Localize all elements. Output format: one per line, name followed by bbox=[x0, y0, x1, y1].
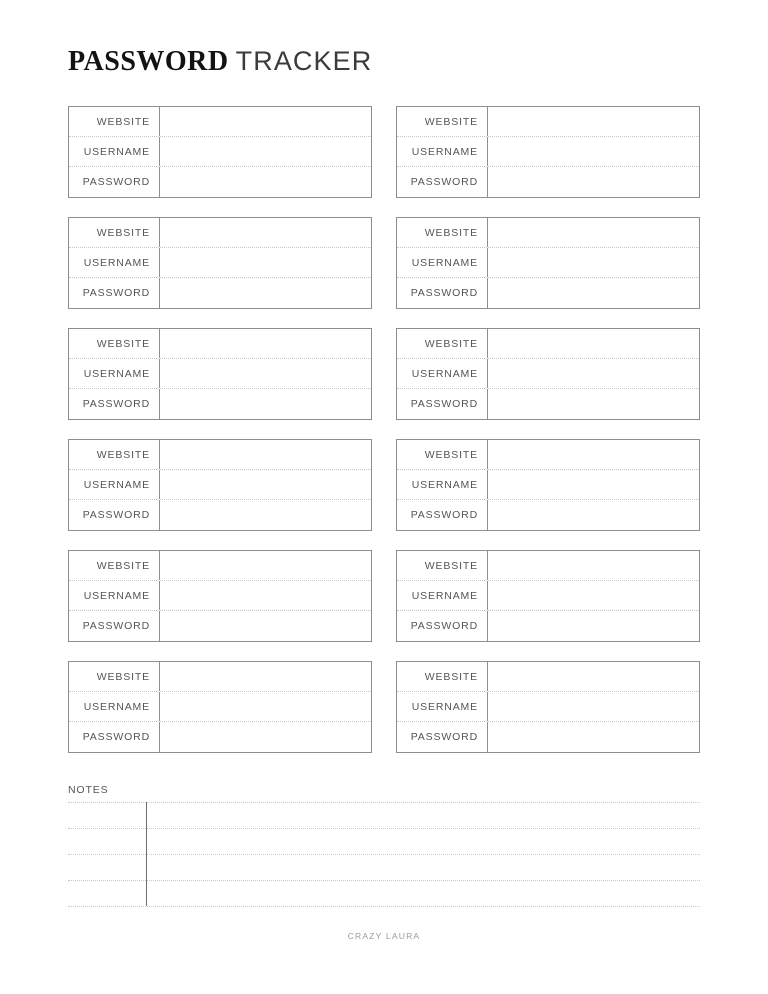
entry-website-field[interactable] bbox=[160, 662, 371, 691]
entry-password-label: PASSWORD bbox=[69, 167, 160, 197]
entry-username-row bbox=[397, 359, 699, 389]
entry-username-field[interactable] bbox=[160, 359, 371, 388]
entry-password-field[interactable] bbox=[488, 167, 699, 197]
entry-website-label: WEBSITE bbox=[69, 551, 160, 580]
entry-password-field[interactable] bbox=[488, 611, 699, 641]
entry-website-row bbox=[69, 440, 371, 470]
entry-website-label: WEBSITE bbox=[397, 329, 488, 358]
entry-username-label: USERNAME bbox=[69, 581, 160, 610]
password-entry-card bbox=[396, 217, 700, 309]
entry-password-row bbox=[69, 500, 371, 530]
password-entry-card bbox=[68, 106, 372, 198]
entry-username-field[interactable] bbox=[160, 137, 371, 166]
entry-username-row bbox=[69, 137, 371, 167]
entry-website-row bbox=[69, 107, 371, 137]
entry-website-field[interactable] bbox=[160, 329, 371, 358]
entry-username-label: USERNAME bbox=[69, 137, 160, 166]
entry-website-label: WEBSITE bbox=[69, 662, 160, 691]
entry-row bbox=[68, 106, 700, 198]
entry-row bbox=[68, 328, 700, 420]
entry-password-row bbox=[397, 722, 699, 752]
entry-password-field[interactable] bbox=[488, 500, 699, 530]
entry-password-row bbox=[397, 611, 699, 641]
entry-website-field[interactable] bbox=[488, 107, 699, 136]
entry-password-row bbox=[69, 389, 371, 419]
entry-website-label: WEBSITE bbox=[397, 440, 488, 469]
page-title-light: TRACKER bbox=[235, 46, 373, 76]
entry-password-label: PASSWORD bbox=[69, 278, 160, 308]
entry-website-label: WEBSITE bbox=[69, 107, 160, 136]
entry-username-field[interactable] bbox=[488, 692, 699, 721]
entry-username-label: USERNAME bbox=[397, 359, 488, 388]
entry-password-label: PASSWORD bbox=[69, 500, 160, 530]
entry-username-field[interactable] bbox=[488, 248, 699, 277]
entry-password-field[interactable] bbox=[488, 278, 699, 308]
entry-website-label: WEBSITE bbox=[397, 662, 488, 691]
entry-website-field[interactable] bbox=[488, 218, 699, 247]
entry-username-field[interactable] bbox=[488, 470, 699, 499]
entry-password-row bbox=[69, 167, 371, 197]
password-entry-card bbox=[396, 550, 700, 642]
entry-website-row bbox=[397, 218, 699, 248]
entry-password-row bbox=[397, 389, 699, 419]
entry-username-row bbox=[69, 248, 371, 278]
password-entry-card bbox=[68, 439, 372, 531]
entry-password-row bbox=[397, 278, 699, 308]
entry-website-label: WEBSITE bbox=[397, 218, 488, 247]
entry-username-row bbox=[397, 692, 699, 722]
entry-username-label: USERNAME bbox=[69, 359, 160, 388]
entry-username-row bbox=[69, 470, 371, 500]
password-entry-card bbox=[68, 217, 372, 309]
password-entry-card bbox=[396, 439, 700, 531]
entry-username-row bbox=[397, 248, 699, 278]
entry-website-field[interactable] bbox=[160, 551, 371, 580]
entry-username-row bbox=[69, 692, 371, 722]
password-entry-card bbox=[396, 106, 700, 198]
entry-password-row bbox=[69, 722, 371, 752]
entry-password-label: PASSWORD bbox=[397, 500, 488, 530]
entry-website-field[interactable] bbox=[160, 440, 371, 469]
entry-website-row bbox=[69, 329, 371, 359]
entry-username-field[interactable] bbox=[160, 581, 371, 610]
entry-username-label: USERNAME bbox=[397, 137, 488, 166]
entry-username-label: USERNAME bbox=[69, 692, 160, 721]
entry-password-label: PASSWORD bbox=[69, 389, 160, 419]
entry-username-label: USERNAME bbox=[397, 248, 488, 277]
entry-password-label: PASSWORD bbox=[397, 167, 488, 197]
entry-username-label: USERNAME bbox=[397, 470, 488, 499]
notes-line[interactable] bbox=[68, 802, 700, 828]
entry-website-field[interactable] bbox=[488, 551, 699, 580]
entry-username-label: USERNAME bbox=[69, 470, 160, 499]
password-entry-card bbox=[68, 661, 372, 753]
page-title-bold: PASSWORD bbox=[68, 46, 229, 77]
entry-password-field[interactable] bbox=[488, 722, 699, 752]
password-entry-card bbox=[396, 328, 700, 420]
entry-username-row bbox=[397, 581, 699, 611]
entry-username-field[interactable] bbox=[160, 248, 371, 277]
entry-website-label: WEBSITE bbox=[397, 107, 488, 136]
entry-website-field[interactable] bbox=[488, 440, 699, 469]
entry-website-field[interactable] bbox=[488, 662, 699, 691]
entry-password-label: PASSWORD bbox=[397, 611, 488, 641]
entry-website-row bbox=[397, 440, 699, 470]
password-entry-card bbox=[68, 328, 372, 420]
entry-password-field[interactable] bbox=[160, 167, 371, 197]
entry-website-row bbox=[397, 107, 699, 137]
entry-password-field[interactable] bbox=[160, 611, 371, 641]
entry-website-field[interactable] bbox=[488, 329, 699, 358]
page-title bbox=[68, 48, 372, 76]
entry-website-label: WEBSITE bbox=[69, 329, 160, 358]
entry-password-row bbox=[397, 500, 699, 530]
entry-website-row bbox=[69, 662, 371, 692]
entry-username-label: USERNAME bbox=[397, 692, 488, 721]
entry-password-field[interactable] bbox=[160, 500, 371, 530]
notes-section bbox=[68, 784, 700, 932]
entry-row bbox=[68, 550, 700, 642]
entry-password-field[interactable] bbox=[160, 389, 371, 419]
entry-username-row bbox=[397, 470, 699, 500]
entry-password-label: PASSWORD bbox=[397, 389, 488, 419]
entry-password-row bbox=[397, 167, 699, 197]
notes-line[interactable] bbox=[68, 828, 700, 854]
entry-website-row bbox=[69, 218, 371, 248]
notes-line[interactable] bbox=[68, 854, 700, 880]
entry-website-field[interactable] bbox=[160, 107, 371, 136]
entry-username-label: USERNAME bbox=[397, 581, 488, 610]
entry-website-row bbox=[69, 551, 371, 581]
entry-row bbox=[68, 439, 700, 531]
entry-website-label: WEBSITE bbox=[69, 218, 160, 247]
entry-website-field[interactable] bbox=[160, 218, 371, 247]
entry-password-field[interactable] bbox=[160, 278, 371, 308]
notes-lines bbox=[68, 802, 700, 932]
entry-password-label: PASSWORD bbox=[69, 722, 160, 752]
notes-label: NOTES bbox=[68, 784, 109, 796]
entry-password-label: PASSWORD bbox=[69, 611, 160, 641]
entry-username-field[interactable] bbox=[488, 359, 699, 388]
entry-website-row bbox=[397, 662, 699, 692]
entry-username-label: USERNAME bbox=[69, 248, 160, 277]
page-footer: CRAZY LAURA bbox=[347, 931, 421, 941]
entry-website-row bbox=[397, 329, 699, 359]
entry-password-label: PASSWORD bbox=[397, 722, 488, 752]
entry-password-label: PASSWORD bbox=[397, 278, 488, 308]
notes-line[interactable] bbox=[68, 906, 700, 932]
entry-password-field[interactable] bbox=[488, 389, 699, 419]
entry-password-row bbox=[69, 278, 371, 308]
entry-website-label: WEBSITE bbox=[397, 551, 488, 580]
password-entry-card bbox=[396, 661, 700, 753]
password-entry-grid bbox=[68, 106, 700, 772]
entry-username-field[interactable] bbox=[160, 470, 371, 499]
entry-username-row bbox=[69, 581, 371, 611]
entry-password-field[interactable] bbox=[160, 722, 371, 752]
entry-username-field[interactable] bbox=[160, 692, 371, 721]
password-entry-card bbox=[68, 550, 372, 642]
entry-website-label: WEBSITE bbox=[69, 440, 160, 469]
notes-line[interactable] bbox=[68, 880, 700, 906]
entry-username-field[interactable] bbox=[488, 581, 699, 610]
entry-website-row bbox=[397, 551, 699, 581]
entry-username-row bbox=[69, 359, 371, 389]
entry-password-row bbox=[69, 611, 371, 641]
notes-vertical-divider bbox=[146, 802, 147, 906]
entry-row bbox=[68, 661, 700, 753]
entry-username-row bbox=[397, 137, 699, 167]
entry-username-field[interactable] bbox=[488, 137, 699, 166]
entry-row bbox=[68, 217, 700, 309]
